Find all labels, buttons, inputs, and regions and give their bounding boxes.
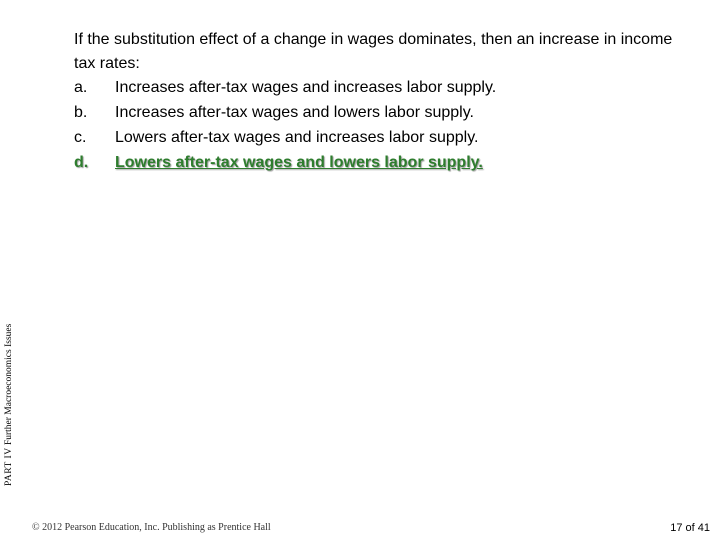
part-number: PART IV [4,447,14,486]
option-d-correct-answer [74,151,674,176]
option-text: Lowers after-tax wages and lowers labor supply. [115,154,483,171]
part-title: Further Macroeconomics Issues [4,323,14,446]
option-c [74,126,674,151]
option-text: Increases after-tax wages and lowers labor supply. [115,104,474,121]
option-letter: a. [74,79,88,96]
copyright-notice: © 2012 Pearson Education, Inc. Publishing as Prentice Hall [32,522,271,533]
option-a [74,76,674,101]
option-letter: d. [74,154,89,171]
question-block [74,28,674,176]
question-text: If the substitution effect of a change in wages dominates, then an increase in income tax rates: [74,31,673,72]
side-part-label [4,324,14,486]
option-text: Lowers after-tax wages and increases labor supply. [115,129,479,146]
page-number: 17 of 41 [670,522,710,534]
option-letter: c. [74,129,87,146]
option-letter: b. [74,104,88,121]
option-b [74,101,674,126]
option-text: Increases after-tax wages and increases labor supply. [115,79,497,96]
